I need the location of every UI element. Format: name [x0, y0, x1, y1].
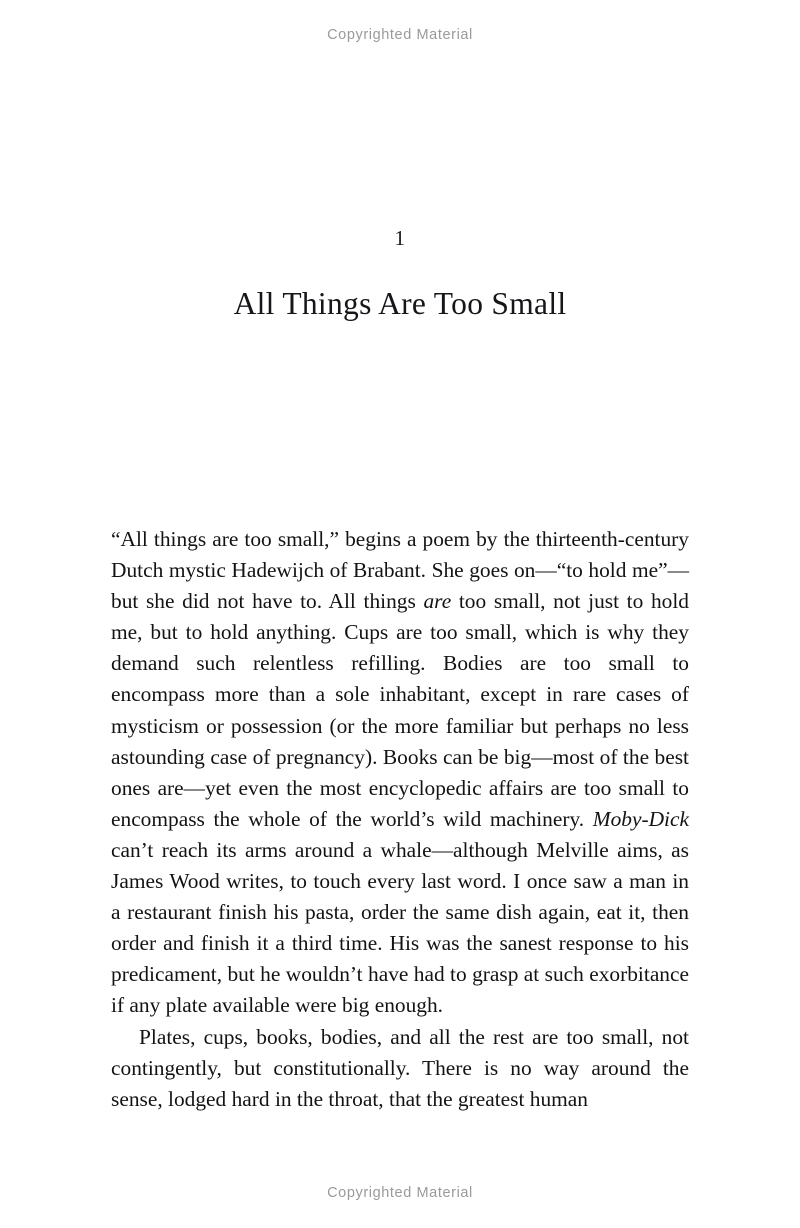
body-paragraph: Plates, cups, books, bodies, and all the rest are too small, not contingently, but constitutionally. There is no way around the sense, lodged hard in the throat, that the greatest human	[111, 1024, 689, 1111]
chapter-number: 1	[394, 226, 406, 250]
body-paragraph: “All things are too small,” begins a poem by the thirteenth-century Dutch mystic Hadewijch of Brabant. She goes on—“to hold me”—but she did not have to. All things are too small, not just to hold me, but to hold anything. Cups are too small, which is why they demand such relentless refilling. Bodies are too small to encompass more than a sole inhabitant, except in rare cases of mysticism or possession (or the more familiar but perhaps no less astounding case of pregnancy). Books can be big—most of the best ones are—yet even the most encyclopedic affairs are too small to encompass the whole of the world’s wild machinery. Moby-Dick can’t reach its arms around a whale—although Melville aims, as James Wood writes, to touch every last word. I once saw a man in a restaurant finish his pasta, order the same dish again, eat it, then order and finish it a third time. His was the sanest response to his predicament, but he wouldn’t have had to grasp at such exorbitance if any plate available were big enough.	[111, 527, 689, 1018]
chapter-title: All Things Are Too Small	[233, 286, 567, 321]
copyright-watermark-bottom: Copyrighted Material	[327, 1185, 473, 1201]
chapter-opener	[0, 0, 800, 343]
body-text-block	[111, 524, 689, 1115]
copyright-watermark-top: Copyrighted Material	[327, 27, 473, 43]
